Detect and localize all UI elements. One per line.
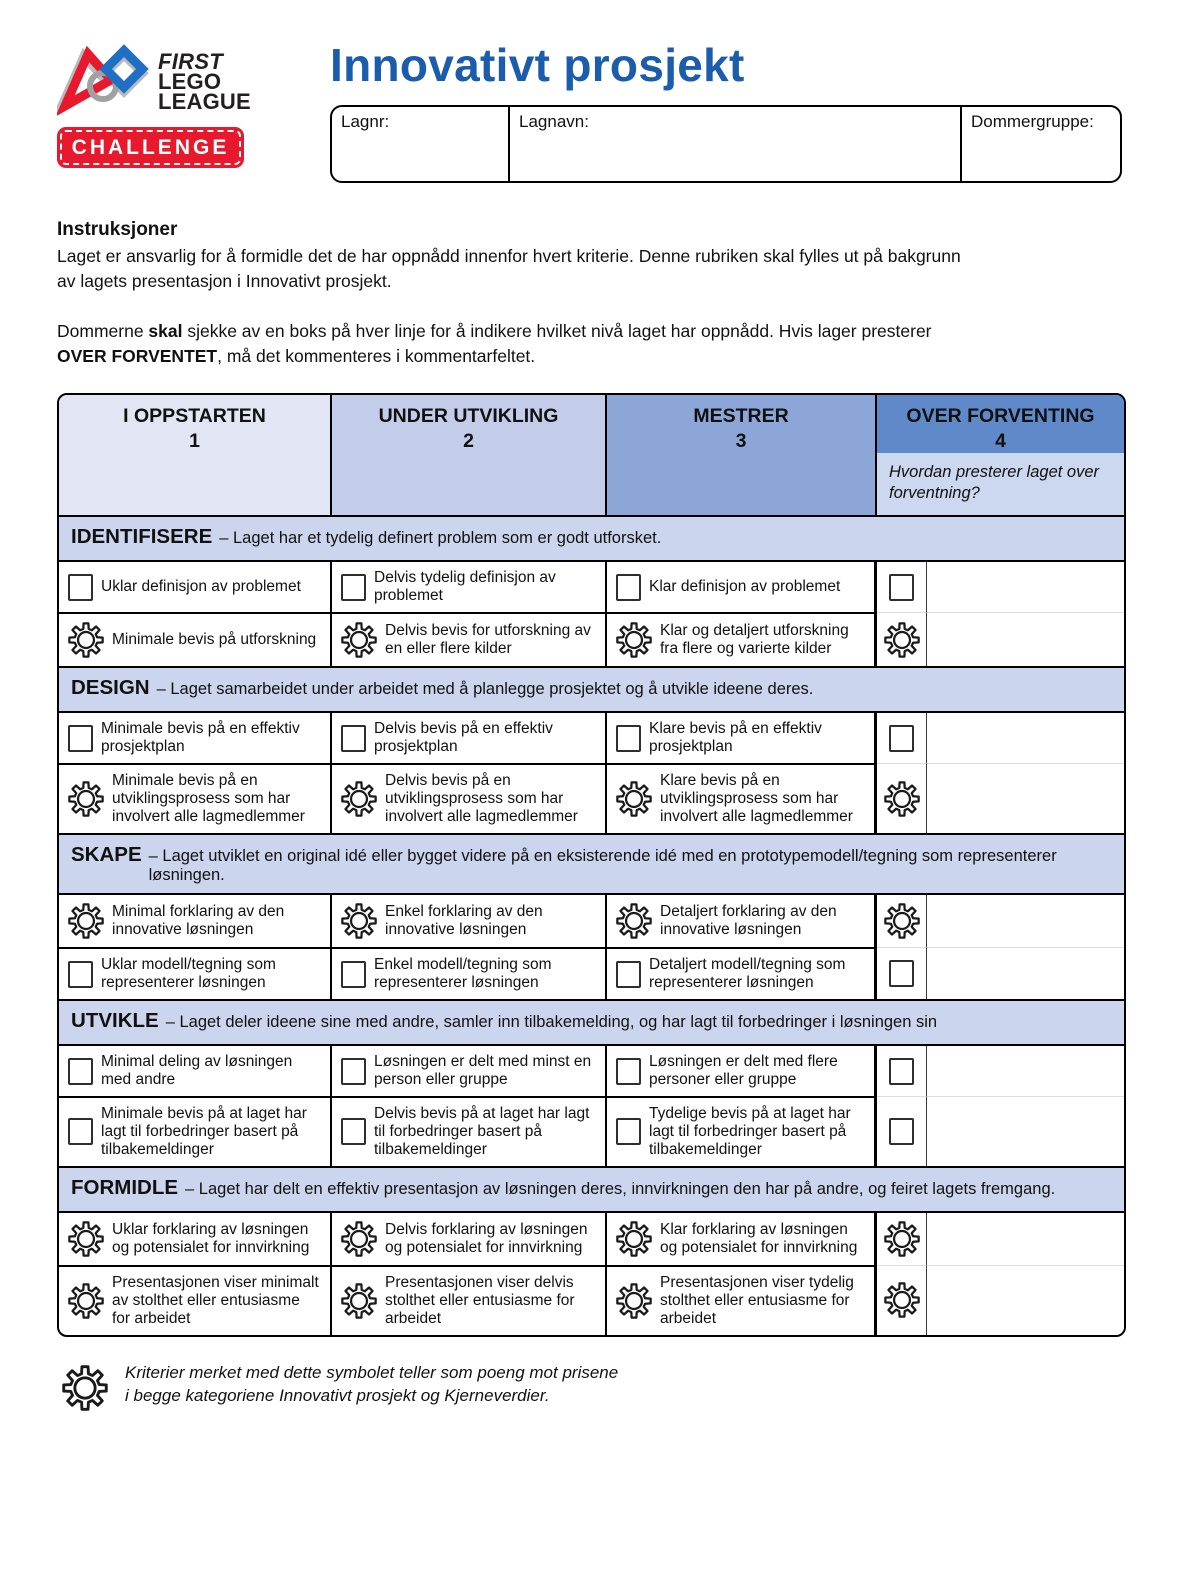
column-header-1 [59,395,332,515]
criterion-row [59,1213,1124,1265]
criterion-cell-level1 [59,763,332,833]
checkbox[interactable] [68,1058,93,1085]
section-description: – Laget har delt en effektiv presentasjon av løsningen deres, innvirkningen den har på andre, og feiret lagets fremgang. [185,1179,1056,1198]
section-name: SKAPE [71,843,142,867]
criterion-text: Klare bevis på en effektiv prosjektplan [649,720,822,756]
over-expectation-checkbox-cell [877,713,927,763]
column-4-label: OVER FORVENTING [906,405,1095,428]
gear-icon[interactable] [884,621,920,659]
checkbox[interactable] [68,574,93,601]
column-1-number: 1 [189,429,200,452]
criterion-row [59,947,1124,999]
gear-icon[interactable] [341,902,377,940]
gear-icon[interactable] [68,902,104,940]
criterion-cell-level2 [332,713,607,763]
criterion-row [59,895,1124,947]
section-header-identifisere [59,515,1124,562]
criterion-cell-level2 [332,1265,607,1335]
gear-icon [62,1364,108,1412]
column-header-2 [332,395,607,515]
column-2-number: 2 [463,429,474,452]
criterion-text: Enkel forklaring av den innovative løsningen [385,903,543,939]
criterion-cell-level3 [607,1213,877,1265]
criterion-text: Uklar definisjon av problemet [101,578,301,596]
criterion-cell-level1 [59,1046,332,1096]
challenge-badge [57,127,244,168]
criterion-text: Presentasjonen viser minimalt av stolthet eller entusiasme for arbeidet [112,1273,319,1327]
criterion-text: Presentasjonen viser tydelig stolthet eller entusiasme for arbeidet [660,1273,854,1327]
criterion-text: Klare bevis på en utviklingsprosess som har involvert alle lagmedlemmer [660,772,853,826]
criterion-text: Klar forklaring av løsningen og potensialet for innvirkning [660,1220,858,1256]
criterion-text: Minimal forklaring av den innovative løsningen [112,903,285,939]
criterion-cell-level3 [607,1046,877,1096]
criterion-row [59,713,1124,763]
instructions-heading: Instruksjoner [57,219,178,240]
checkbox[interactable] [68,961,93,988]
gear-icon[interactable] [884,902,920,940]
checkbox[interactable] [889,574,914,601]
criterion-text: Minimale bevis på utforskning [112,631,317,649]
criterion-cell-level3 [607,612,877,666]
criterion-cell-level1 [59,1096,332,1166]
criterion-text: Minimale bevis på at laget har lagt til forbedringer basert på tilbakemeldinger [101,1105,307,1158]
over-expectation-checkbox-cell [877,1096,927,1166]
criterion-cell-level1 [59,1265,332,1335]
gear-icon[interactable] [616,1282,652,1320]
criterion-cell-level2 [332,947,607,999]
criterion-cell-level1 [59,713,332,763]
instructions-paragraph-2 [57,319,962,369]
section-header-skape [59,833,1124,895]
page-title: Innovativt prosjekt [330,39,745,91]
rubric-table [57,393,1126,1336]
criterion-cell-level1 [59,947,332,999]
criterion-cell-level3 [607,947,877,999]
checkbox[interactable] [889,1118,914,1145]
criterion-text: Presentasjonen viser delvis stolthet eller entusiasme for arbeidet [385,1273,575,1327]
comment-cell[interactable] [927,713,1124,763]
criterion-cell-level3 [607,713,877,763]
comment-cell[interactable] [927,1096,1124,1166]
gear-icon[interactable] [341,780,377,818]
gear-icon[interactable] [341,1282,377,1320]
criterion-cell-level2 [332,763,607,833]
wordmark-lego: LEGO [158,69,222,95]
checkbox[interactable] [341,1118,366,1145]
checkbox[interactable] [889,1058,914,1085]
criterion-cell-level3 [607,763,877,833]
criterion-row [59,612,1124,666]
checkbox[interactable] [341,1058,366,1085]
column-2-label: UNDER UTVIKLING [378,405,559,428]
comment-cell[interactable] [927,562,1124,612]
column-header-4 [877,395,1124,453]
gear-icon[interactable] [68,1220,104,1258]
over-expectation-gear-cell [877,1265,927,1335]
criterion-text: Uklar forklaring av løsningen og potensialet for innvirkning [112,1220,310,1256]
checkbox[interactable] [616,574,641,601]
gear-icon[interactable] [884,780,920,818]
criterion-text: Løsningen er delt med flere personer eller gruppe [649,1053,838,1089]
column-4-number: 4 [995,429,1006,452]
instr-p2-bold-skal: skal [148,320,183,341]
criterion-cell-level2 [332,1046,607,1096]
over-expectation-checkbox-cell [877,947,927,999]
team-number-field[interactable]: Lagnr: [332,107,510,181]
instr-p2-s3: , må det kommenteres i kommentarfeltet. [217,345,536,366]
criterion-text: Klar og detaljert utforskning fra flere og varierte kilder [660,622,849,658]
criterion-cell-level1 [59,1213,332,1265]
criterion-text: Klar definisjon av problemet [649,578,841,596]
comment-cell[interactable] [927,763,1124,833]
criterion-cell-level2 [332,562,607,612]
checkbox[interactable] [616,725,641,752]
gear-icon[interactable] [68,780,104,818]
criterion-cell-level1 [59,612,332,666]
criterion-cell-level2 [332,895,607,947]
section-description: – Laget har et tydelig definert problem som er godt utforsket. [219,529,662,548]
over-expectation-prompt: Hvordan presterer laget over forventning? [877,453,1124,515]
gear-icon[interactable] [616,621,652,659]
gear-icon[interactable] [341,621,377,659]
instr-p2-bold-over-forventet: OVER FORVENTET [57,345,218,366]
gear-icon[interactable] [616,1220,652,1258]
fll-logo-block [57,38,330,168]
criterion-text: Minimale bevis på en utviklingsprosess som har involvert alle lagmedlemmer [112,772,305,826]
comment-cell[interactable] [927,947,1124,999]
over-expectation-checkbox-cell [877,1046,927,1096]
team-info-box [330,105,1122,183]
instructions-paragraph-1: Laget er ansvarlig for å formidle det de har oppnådd innenfor hvert kriterie. Denne rubriken skal fylles ut på bakgrunn av lagets presentasjon i Innovativt prosjekt. [57,246,961,291]
gear-icon[interactable] [68,1282,104,1320]
fll-emblem-icon [57,42,153,118]
criterion-row [59,1096,1124,1166]
criterion-text: Delvis tydelig definisjon av problemet [374,569,556,605]
instructions-section [57,219,962,368]
comment-cell[interactable] [927,1265,1124,1335]
criterion-text: Delvis bevis for utforskning av en eller flere kilder [385,622,591,658]
section-header-utvikle [59,999,1124,1046]
criterion-cell-level2 [332,1096,607,1166]
section-name: IDENTIFISERE [71,525,213,549]
gear-legend [57,1362,1122,1412]
criterion-cell-level1 [59,895,332,947]
checkbox[interactable] [616,1058,641,1085]
checkbox[interactable] [341,961,366,988]
page-header [57,38,1122,183]
criterion-text: Delvis forklaring av løsningen og potensialet for innvirkning [385,1220,588,1256]
gear-icon[interactable] [341,1220,377,1258]
criterion-text: Minimale bevis på en effektiv prosjektplan [101,720,300,756]
checkbox[interactable] [616,961,641,988]
instr-p2-s2: sjekke av en boks på hver linje for å indikere hvilket nivå laget har oppnådd. Hvis lager presterer [182,320,932,341]
section-name: DESIGN [71,676,150,700]
gear-icon[interactable] [616,780,652,818]
gear-icon[interactable] [68,621,104,659]
gear-legend-text: Kriterier merket med dette symbolet teller som poeng mot prisene i begge kategoriene Innovativt prosjekt og Kjerneverdier. [125,1362,619,1405]
criterion-text: Løsningen er delt med minst en person eller gruppe [374,1053,592,1089]
criterion-cell-level3 [607,1265,877,1335]
section-description: – Laget samarbeidet under arbeidet med å planlegge prosjektet og å utvikle ideene deres. [156,680,814,699]
criterion-text: Detaljert forklaring av den innovative løsningen [660,903,837,939]
criterion-row [59,763,1124,833]
gear-icon[interactable] [616,902,652,940]
column-3-label: MESTRER [693,405,789,428]
section-description: – Laget deler ideene sine med andre, samler inn tilbakemelding, og har lagt til forbedringer i løsningen sin [165,1013,938,1032]
over-expectation-checkbox-cell [877,562,927,612]
criterion-cell-level3 [607,1096,877,1166]
comment-cell[interactable] [927,895,1124,947]
checkbox[interactable] [889,960,914,987]
rubric-column-headers [59,395,1124,515]
comment-cell[interactable] [927,1213,1124,1265]
criterion-cell-level2 [332,612,607,666]
over-expectation-gear-cell [877,895,927,947]
criterion-row [59,562,1124,612]
section-header-design [59,666,1124,713]
criterion-cell-level1 [59,562,332,612]
judge-group-field[interactable]: Dommergruppe: [971,112,1094,131]
criterion-text: Minimal deling av løsningen med andre [101,1053,293,1089]
section-name: FORMIDLE [71,1175,179,1199]
comment-cell[interactable] [927,1046,1124,1096]
section-header-formidle [59,1166,1124,1213]
criterion-text: Detaljert modell/tegning som representerer løsningen [649,956,846,992]
section-name: UTVIKLE [71,1009,159,1033]
criterion-text: Delvis bevis på en effektiv prosjektplan [374,720,553,756]
criterion-text: Tydelige bevis på at laget har lagt til forbedringer basert på tilbakemeldinger [649,1105,851,1158]
criterion-cell-level3 [607,895,877,947]
criterion-cell-level3 [607,562,877,612]
column-header-3 [607,395,877,515]
gear-icon[interactable] [884,1281,920,1319]
criterion-text: Delvis bevis på at laget har lagt til forbedringer basert på tilbakemeldinger [374,1105,590,1158]
checkbox[interactable] [68,725,93,752]
instr-p2-s1: Dommerne [57,320,149,341]
criterion-row [59,1265,1124,1335]
gear-icon[interactable] [884,1220,920,1258]
section-description: – Laget utviklet en original idé eller bygget videre på en eksisterende idé med en prototypemodell/tegning som representerer løsningen. [148,847,1057,885]
wordmark-league: LEAGUE [158,89,251,115]
over-expectation-gear-cell [877,763,927,833]
column-1-label: I OPPSTARTEN [123,405,266,428]
checkbox[interactable] [889,725,914,752]
comment-cell[interactable] [927,612,1124,666]
column-3-number: 3 [735,429,747,452]
checkbox[interactable] [616,1118,641,1145]
team-name-field[interactable]: Lagnavn: [510,107,962,181]
checkbox[interactable] [68,1118,93,1145]
criterion-text: Delvis bevis på en utviklingsprosess som har involvert alle lagmedlemmer [385,772,578,826]
over-expectation-gear-cell [877,1213,927,1265]
challenge-badge-label: CHALLENGE [60,130,241,165]
checkbox[interactable] [341,725,366,752]
wordmark-first: FIRST [158,49,224,74]
over-expectation-gear-cell [877,612,927,666]
checkbox[interactable] [341,574,366,601]
criterion-text: Enkel modell/tegning som representerer løsningen [374,956,552,992]
criterion-cell-level2 [332,1213,607,1265]
fll-wordmark [158,42,251,113]
criterion-row [59,1046,1124,1096]
criterion-text: Uklar modell/tegning som representerer løsningen [101,956,276,992]
